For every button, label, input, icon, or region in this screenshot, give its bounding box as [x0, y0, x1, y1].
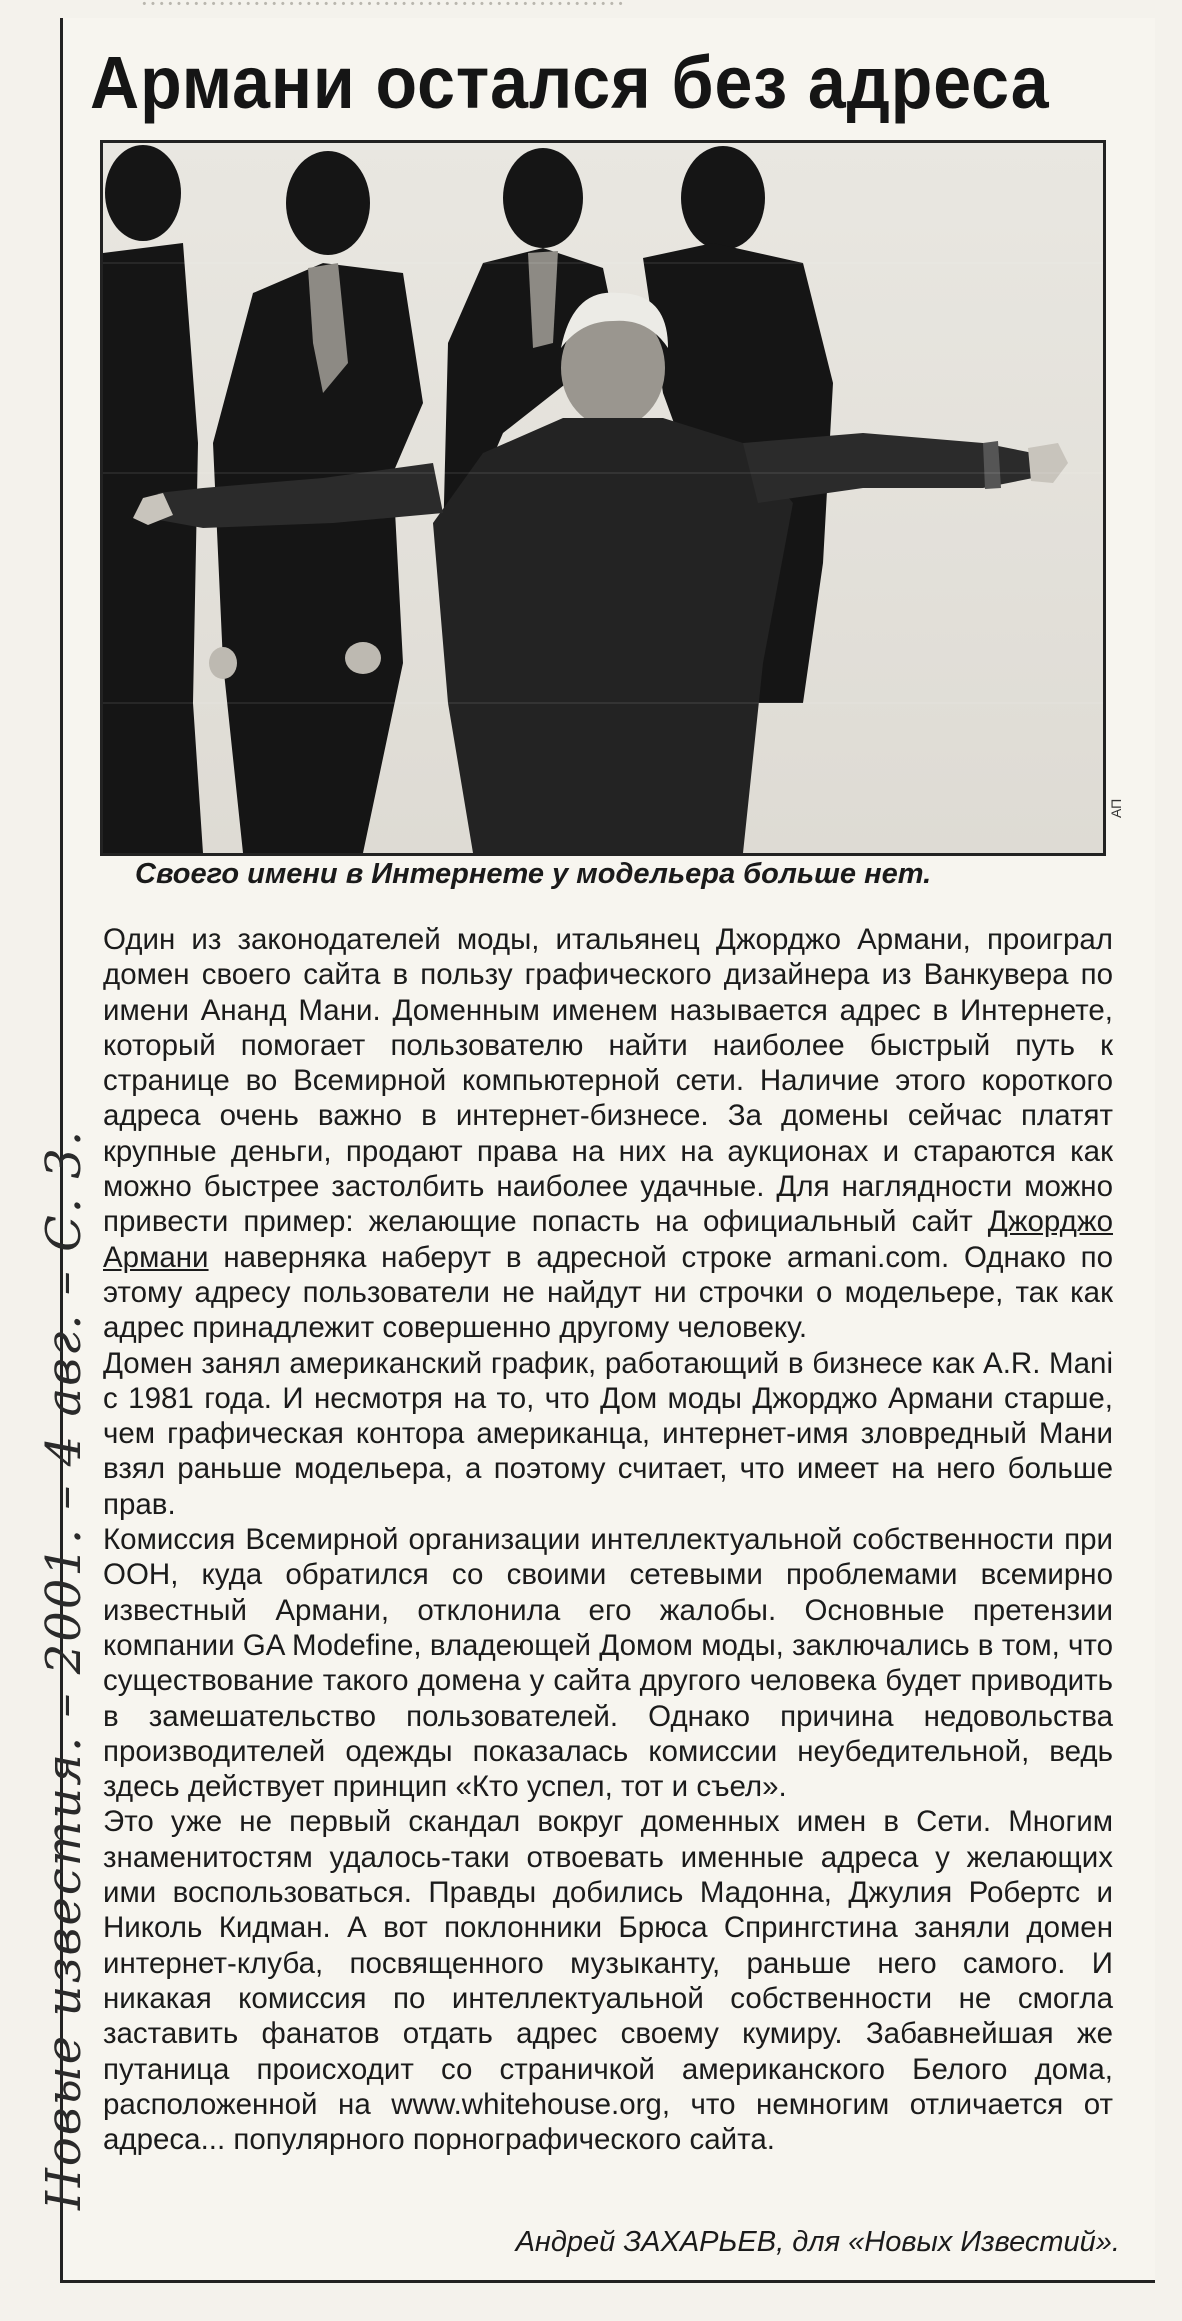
- paragraph-4: Это уже не первый скандал вокруг доменных имен в Сети. Многим знаменитостям удалось-таки отвоевать именные адреса у желающих ими воспользоваться. Правды добились Мадонна, Джулия Робертс и Николь Кидман. А вот поклонники Брюса Спрингстина заняли домен интернет-клуба, посвященного музыканту, раньше него самого. И никакая комиссия по интеллектуальной собственности не смогла заставить фанатов отдать адрес своему кумиру. Забавнейшая же путаница происходит со страничкой американского Белого дома, расположенной на www.whitehouse.org, что немногим отличается от адреса... популярного порнографического сайта.: [103, 1805, 1113, 2157]
- article-body: [103, 922, 1113, 2157]
- handwritten-source-note: Новые известия. – 2001. – 4 авг. – С. 3.: [36, 1128, 92, 2210]
- byline: Андрей ЗАХАРЬЕВ, для «Новых Известий».: [515, 2226, 1120, 2258]
- paragraph-1: [103, 922, 1113, 1346]
- armani-link[interactable]: Джорджо Армани: [103, 1205, 1113, 1274]
- article-headline: Армани остался без адреса: [90, 41, 1050, 124]
- photo-caption: Своего имени в Интернете у модельера больше нет.: [135, 858, 932, 890]
- photo-credit: АП: [1108, 798, 1124, 818]
- photo-illustration: [103, 143, 1103, 853]
- paragraph-3: Комиссия Всемирной организации интеллектуальной собственности при ООН, куда обратился со своими сетевыми проблемами всемирно известный Армани, отклонила его жалобы. Основные претензии компании GA Modefine, владеющей Домом моды, заключались в том, что существование такого домена у сайта другого человека будет приводить в замешательство пользователей. Однако причина недовольства производителей одежды показалась комиссии неубедительной, ведь здесь действует принцип «Кто успел, тот и съел».: [103, 1523, 1113, 1804]
- bleed-through-text: ························································: [140, 0, 625, 18]
- paragraph-2: Домен занял американский график, работающий в бизнесе как A.R. Mani с 1981 года. И несмотря на то, что Дом моды Джорджо Армани старше, чем графическая контора американца, интернет-имя зловредный Мани взял раньше модельера, а поэтому считает, что имеет на него больше прав.: [103, 1346, 1113, 1521]
- article-photo: [100, 140, 1106, 856]
- paragraph-1b-text: Доменным именем называется адрес в Интернете, который помогает пользователю найти наиболее быстрый путь к странице во Всемирной компьютерной сети. Наличие этого короткого адреса очень важно в интернет-бизнесе. За домены сейчас платят крупные деньги, продают права на них на аукционах и стараются как можно быстрее застолбить наиболее удачные. Для наглядности можно привести пример: желающие попасть на официальный сайт: [103, 993, 1113, 1239]
- paragraph-1c-text: наверняка наберут в адресной строке armani.com. Однако по этому адресу пользователи не найдут ни строчки о модельере, так как адрес принадлежит совершенно другому человеку.: [103, 1240, 1113, 1345]
- paragraph-1-text: Один из законодателей моды, итальянец Джорджо Армани, проиграл домен своего сайта в пользу графического дизайнера из Ванкувера по имени Ананд Мани.: [103, 923, 1113, 1027]
